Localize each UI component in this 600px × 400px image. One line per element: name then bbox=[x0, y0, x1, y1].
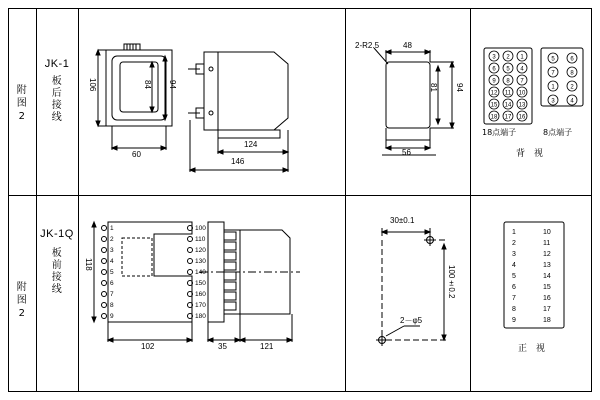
terminal-pin-number: 18 bbox=[490, 114, 498, 121]
terminal-number-right: 150 bbox=[195, 280, 206, 287]
row1-mount-type: 板 后 接 线 bbox=[51, 76, 63, 123]
terminal-pin-number: 12 bbox=[490, 90, 498, 97]
panel-terminal-number-right: 16 bbox=[543, 295, 551, 302]
terminal-number-right: 160 bbox=[195, 291, 206, 298]
row1-dim-48: 48 bbox=[403, 41, 412, 50]
panel-terminal-number-left: 4 bbox=[512, 262, 516, 269]
terminal-pin-number: 17 bbox=[504, 114, 512, 121]
panel-terminal-number-left: 6 bbox=[512, 284, 516, 291]
row1-view-caption: 背 视 bbox=[516, 149, 544, 159]
terminal-pin-number: 8 bbox=[506, 78, 510, 85]
row2-dim-hole: 2－φ5 bbox=[400, 316, 423, 325]
panel-terminal-number-right: 10 bbox=[543, 229, 551, 236]
terminal-number-left: 6 bbox=[110, 280, 114, 287]
row1-dim-60: 60 bbox=[132, 150, 141, 159]
terminal-number-right: 170 bbox=[195, 302, 206, 309]
terminal-number-left: 2 bbox=[110, 236, 114, 243]
row2-figure-label-line2: 图 bbox=[16, 295, 28, 306]
panel-terminal-number-left: 3 bbox=[512, 251, 516, 258]
terminal-pin-number: 2 bbox=[570, 84, 574, 91]
terminal-number-right: 120 bbox=[195, 247, 206, 254]
row1-dim-106: 106 bbox=[88, 78, 97, 92]
terminal-pin-number: 14 bbox=[504, 102, 512, 109]
terminal-pin-number: 5 bbox=[551, 56, 555, 63]
terminal-number-left: 1 bbox=[110, 225, 114, 232]
terminal-pin-number: 4 bbox=[520, 66, 524, 73]
row2-model-name: JK-1Q bbox=[40, 228, 74, 240]
terminal-pin-number: 11 bbox=[504, 90, 512, 97]
terminal-number-right: 110 bbox=[195, 236, 206, 243]
row2-view-caption: 正 视 bbox=[518, 344, 546, 354]
row1-dim-84: 84 bbox=[143, 80, 152, 89]
row2-dim-100: 100±0.2 bbox=[447, 265, 456, 299]
terminal-pin-number: 10 bbox=[518, 90, 526, 97]
row1-terminal-18-caption: 18点端子 bbox=[482, 128, 517, 137]
panel-terminal-number-right: 15 bbox=[543, 284, 551, 291]
terminal-pin-number: 9 bbox=[492, 78, 496, 85]
panel-terminal-number-right: 12 bbox=[543, 251, 551, 258]
terminal-number-left: 7 bbox=[110, 291, 114, 298]
terminal-number-left: 8 bbox=[110, 302, 114, 309]
row1-dim-56: 56 bbox=[402, 148, 411, 157]
row2-figure-label-line1: 附 bbox=[16, 282, 28, 293]
row2-dim-102: 102 bbox=[141, 342, 155, 351]
terminal-pin-number: 16 bbox=[518, 114, 526, 121]
row2-mount-type: 板 前 接 线 bbox=[51, 248, 63, 295]
terminal-number-right: 130 bbox=[195, 258, 206, 265]
panel-terminal-number-left: 1 bbox=[512, 229, 516, 236]
panel-terminal-number-left: 7 bbox=[512, 295, 516, 302]
panel-terminal-number-right: 14 bbox=[543, 273, 551, 280]
terminal-number-right: 100 bbox=[195, 225, 206, 232]
row1-figure-label-line1: 附 bbox=[16, 85, 28, 96]
panel-terminal-number-right: 11 bbox=[543, 240, 551, 247]
terminal-pin-number: 2 bbox=[506, 54, 510, 61]
row1-figure-label-line2: 图 bbox=[16, 98, 28, 109]
terminal-pin-number: 15 bbox=[490, 102, 498, 109]
panel-terminal-number-right: 13 bbox=[543, 262, 551, 269]
row2-dim-35: 35 bbox=[218, 342, 227, 351]
row2-dim-30: 30±0.1 bbox=[390, 216, 415, 225]
terminal-pin-number: 6 bbox=[570, 56, 574, 63]
terminal-pin-number: 7 bbox=[551, 70, 555, 77]
terminal-number-right: 180 bbox=[195, 313, 206, 320]
panel-terminal-number-right: 18 bbox=[543, 317, 551, 324]
row2-dim-121: 121 bbox=[260, 342, 274, 351]
panel-terminal-number-right: 17 bbox=[543, 306, 551, 313]
panel-terminal-number-left: 5 bbox=[512, 273, 516, 280]
row1-model-name: JK-1 bbox=[44, 58, 70, 70]
row1-dim-124: 124 bbox=[244, 140, 258, 149]
terminal-pin-number: 7 bbox=[520, 78, 524, 85]
terminal-pin-number: 3 bbox=[492, 54, 496, 61]
row1-dim-r25: 2-R2.5 bbox=[355, 41, 380, 50]
terminal-pin-number: 1 bbox=[520, 54, 524, 61]
row1-dim-81: 81 bbox=[429, 83, 438, 92]
terminal-pin-number: 1 bbox=[551, 84, 555, 91]
terminal-number-left: 9 bbox=[110, 313, 114, 320]
terminal-number-left: 5 bbox=[110, 269, 114, 276]
terminal-pin-number: 13 bbox=[518, 102, 526, 109]
terminal-pin-number: 8 bbox=[570, 70, 574, 77]
row1-terminal-8-caption: 8点端子 bbox=[543, 128, 573, 137]
terminal-number-right: 140 bbox=[195, 269, 206, 276]
panel-terminal-number-left: 8 bbox=[512, 306, 516, 313]
panel-terminal-number-left: 9 bbox=[512, 317, 516, 324]
terminal-pin-number: 6 bbox=[492, 66, 496, 73]
row1-dim-94: 94 bbox=[455, 83, 464, 92]
terminal-pin-number: 4 bbox=[570, 98, 574, 105]
row1-figure-label-line3: 2 bbox=[18, 111, 26, 122]
terminal-number-left: 3 bbox=[110, 247, 114, 254]
row2-dim-118: 118 bbox=[84, 258, 93, 271]
terminal-pin-number: 5 bbox=[506, 66, 510, 73]
terminal-number-left: 4 bbox=[110, 258, 114, 265]
row1-dim-146: 146 bbox=[231, 157, 245, 166]
row1-dim-94: 94 bbox=[168, 80, 177, 89]
panel-terminal-number-left: 2 bbox=[512, 240, 516, 247]
row2-figure-label-line3: 2 bbox=[18, 308, 26, 319]
terminal-pin-number: 3 bbox=[551, 98, 555, 105]
